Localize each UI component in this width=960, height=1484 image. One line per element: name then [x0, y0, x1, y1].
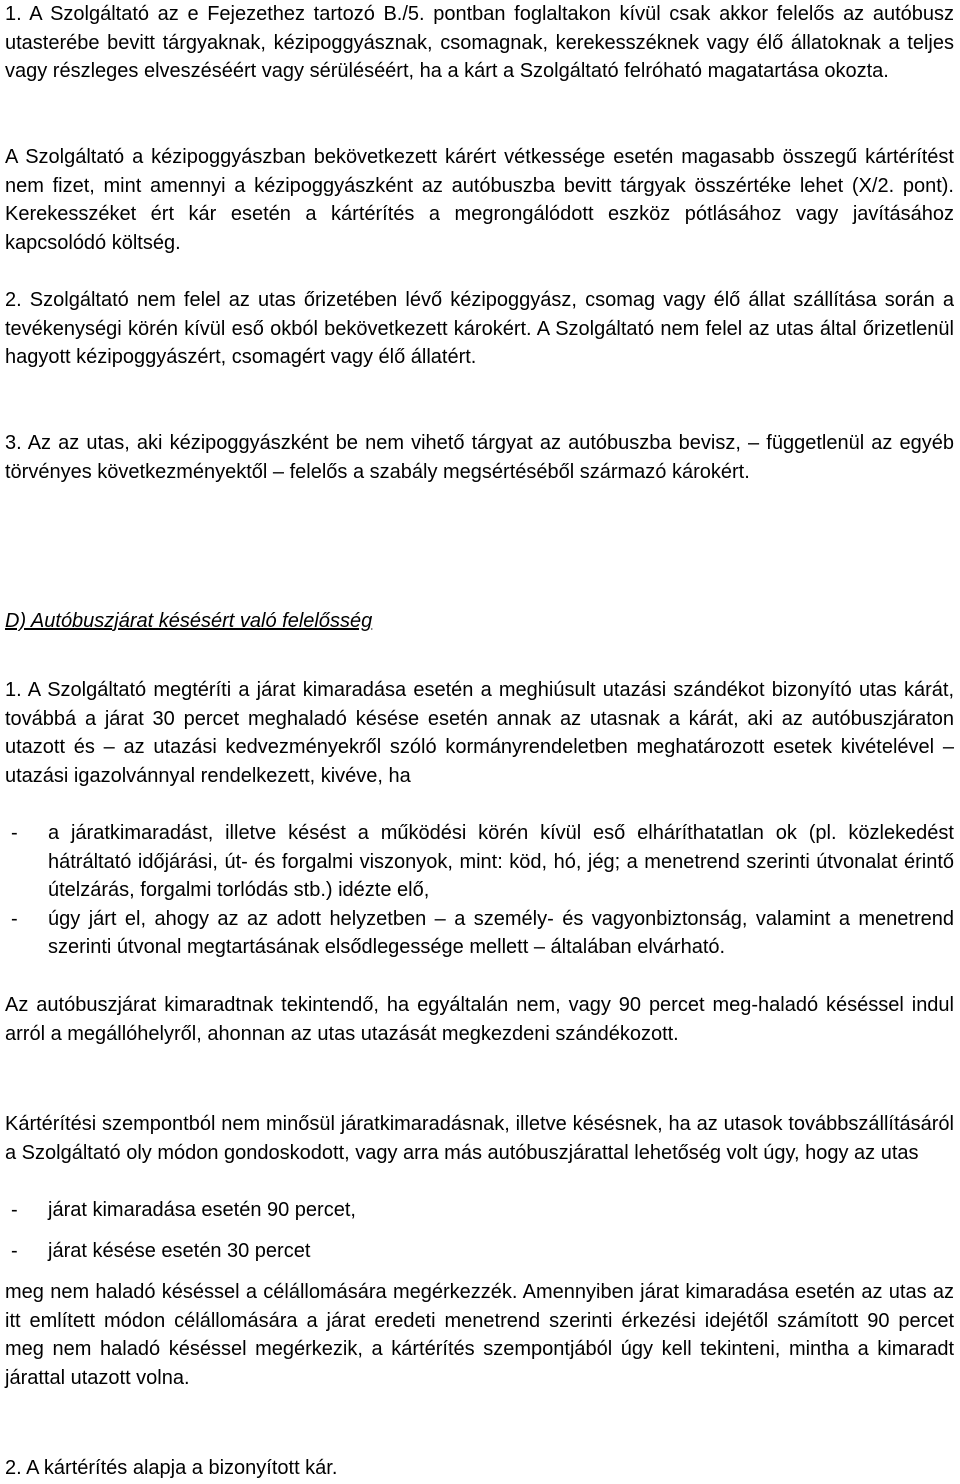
- paragraph-arrival: meg nem haladó késéssel a célállomására megérkezzék. Amennyiben járat kimaradása esetén az utas az itt említett módon célállomására a járat eredeti menetrend szerinti érkezési idejétől számított 90 percet meg nem haladó késéssel megérkezik, a kártérítés szempontjából úgy kell tekinteni, mintha a kimaradt járattal utazott volna.: [5, 1281, 954, 1389]
- paragraph-delay-compensation: 1. A Szolgáltató megtéríti a járat kimaradása esetén a meghiúsult utazási szándékot bizonyító utas kárát, továbbá a járat 30 percet meghaladó késése esetén annak az utasnak a kárát, aki az autóbuszjáraton utazott és – az utazási kedvezményekről szóló kormányrendeletben meghatározott esetek kivételével – utazási igazolvánnyal rendelkezett, kivéve, ha: [5, 679, 954, 787]
- section-heading-d: D) Autóbuszjárat késésért való felelősség: [5, 610, 373, 632]
- paragraph-compensation-basis: 2. A kártérítés alapja a bizonyított kár.: [5, 1457, 338, 1479]
- paragraph-prohibited-items: 3. Az az utas, aki kézipoggyászként be nem vihető tárgyat az autóbuszba bevisz, – függetlenül az egyéb törvényes következményektől – felelős a szabály megsértéséből származó károkért.: [5, 432, 954, 483]
- paragraph-hand-luggage-compensation: A Szolgáltató a kézipoggyászban bekövetkezett kárért vétkessége esetén magasabb összegű kártérítést nem fizet, mint amennyi a kézipoggyászként az autóbuszba bevitt tárgyak összértéke lehet (X/2. pont). Kerekesszéket ért kár esetén a kártérítés a megrongálódott eszköz pótlásához vagy javításához kapcsolódó költség.: [5, 146, 954, 254]
- limits-list: [5, 1196, 954, 1225]
- list-item: - járat kimaradása esetén 90 percet,: [5, 1196, 954, 1225]
- list-item: - úgy járt el, ahogy az az adott helyzetben – a személy- és vagyonbiztonság, valamint a menetrend szerinti útvonal megtartásának elsődlegessége mellett – általában elvárható.: [5, 905, 954, 962]
- paragraph-cancelled-definition: Az autóbuszjárat kimaradtnak tekintendő, ha egyáltalán nem, vagy 90 percet meg-haladó késéssel indul arról a megállóhelyről, ahonnan az utas utazását megkezdeni szándékozott.: [5, 994, 954, 1045]
- paragraph-not-cancellation: Kártérítési szempontból nem minősül járatkimaradásnak, illetve késésnek, ha az utasok továbbszállításáról a Szolgáltató oly módon gondoskodott, vagy arra más autóbuszjárattal lehetőség volt úgy, hogy az utas: [5, 1113, 954, 1164]
- limits-list-2: [5, 1237, 954, 1266]
- paragraph-liability-items: 1. A Szolgáltató az e Fejezethez tartozó B./5. pontban foglaltakon kívül csak akkor felelős az autóbusz utasterébe bevitt tárgyaknak, kézipoggyásznak, csomagnak, kerekesszéknek vagy élő állatoknak a teljes vagy részleges elveszéséért vagy sérüléséért, ha a kárt a Szolgáltató felróható magatartása okozta.: [5, 3, 954, 83]
- paragraph-no-liability: 2. Szolgáltató nem felel az utas őrizetében lévő kézipoggyász, csomag vagy élő állat szállítása során a tevékenységi körén kívül eső okból bekövetkezett károkért. A Szolgáltató nem felel az utas által őrizetlenül hagyott kézipoggyászért, csomagért vagy élő állatért.: [5, 289, 954, 369]
- list-item: - járat késése esetén 30 percet: [5, 1237, 954, 1266]
- exceptions-list: [5, 819, 954, 962]
- list-item: - a járatkimaradást, illetve késést a működési körén kívül eső elháríthatatlan ok (pl. közlekedést hátráltató időjárási, út- és forgalmi viszonyok, mint: köd, hó, jég; a menetrend szerinti útvonalat érintő útelzárás, forgalmi torlódás stb.) idézte elő,: [5, 819, 954, 905]
